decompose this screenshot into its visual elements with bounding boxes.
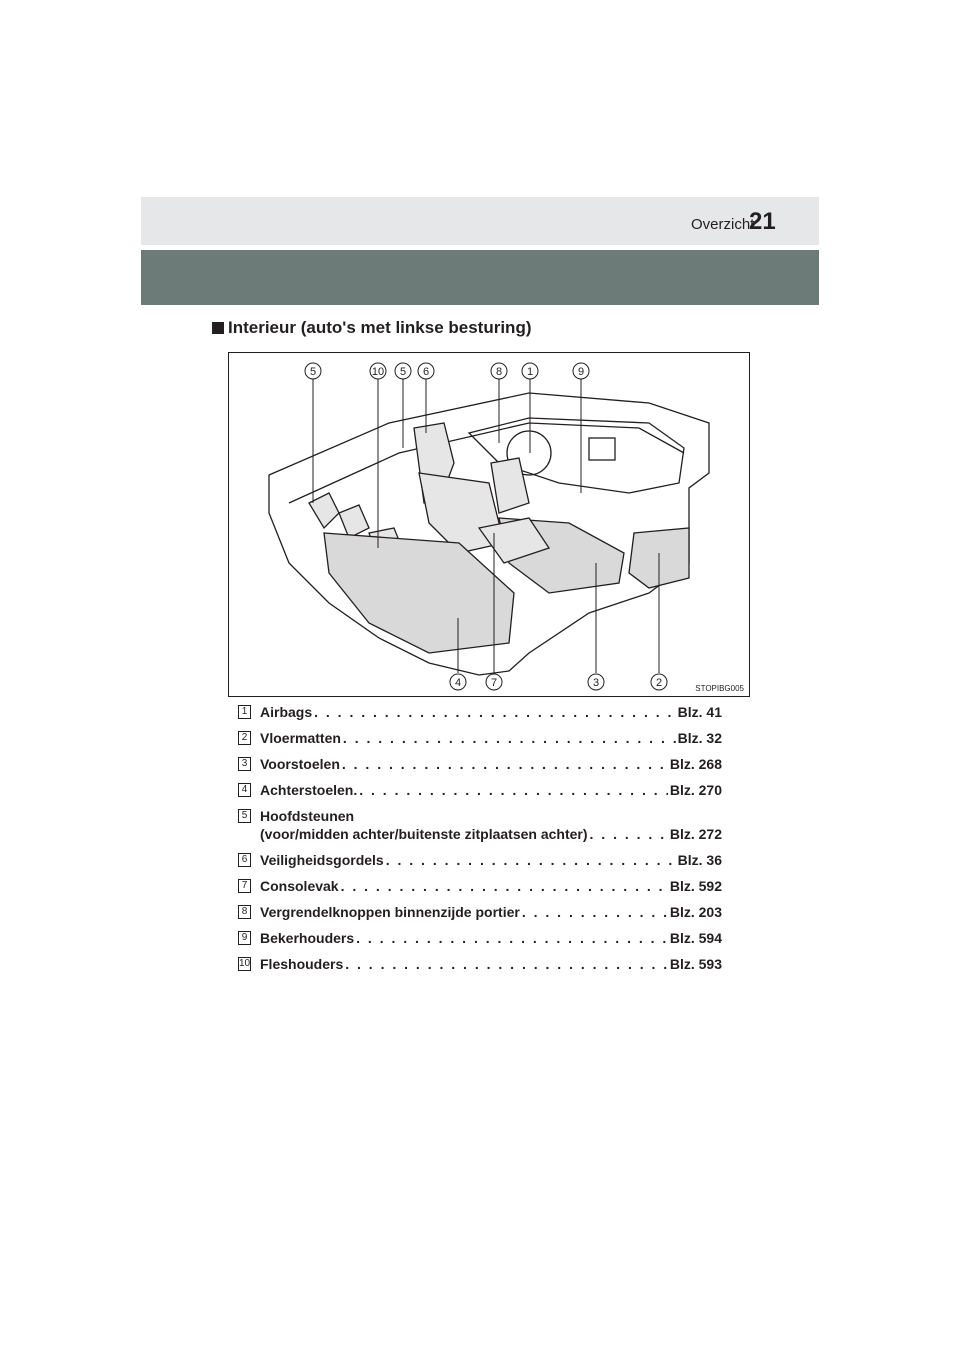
item-page-ref[interactable]: Blz. 32	[677, 730, 722, 746]
page-number: 21	[749, 208, 776, 235]
item-label: Consolevak	[260, 878, 339, 894]
leader-dots	[314, 704, 676, 720]
leader-dots	[342, 756, 668, 772]
item-number: 8	[238, 905, 251, 919]
item-page-ref[interactable]: Blz. 593	[669, 956, 722, 972]
item-page-ref[interactable]: Blz. 592	[669, 878, 722, 894]
item-page-ref[interactable]: Blz. 203	[669, 904, 722, 920]
item-number: 1	[238, 705, 251, 719]
item-label: Hoofdsteunen	[260, 808, 355, 824]
figure-code: STOPIBG005	[695, 684, 744, 693]
item-number: 7	[238, 879, 251, 893]
leader-dots	[356, 930, 668, 946]
leader-dots	[590, 826, 668, 842]
callout-top-7: 9	[577, 366, 585, 378]
item-label: Voorstoelen	[260, 756, 340, 772]
callout-bottom-4: 2	[655, 677, 663, 689]
leader-dots	[522, 904, 668, 920]
heading-marker	[212, 322, 224, 334]
item-page-ref[interactable]: Blz. 594	[669, 930, 722, 946]
callout-top-1: 5	[309, 366, 317, 378]
section-title: Overzicht	[691, 216, 755, 233]
callout-top-2: 10	[371, 366, 385, 378]
callout-bottom-2: 7	[490, 677, 498, 689]
interior-illustration	[228, 352, 750, 697]
leader-dots	[386, 852, 676, 868]
item-label: Vergrendelknoppen binnenzijde portier	[260, 904, 520, 920]
item-label: Fleshouders	[260, 956, 344, 972]
item-number: 4	[238, 783, 251, 797]
item-label: Veiligheidsgordels	[260, 852, 384, 868]
item-label: Airbags	[260, 704, 313, 720]
item-label: Bekerhouders	[260, 930, 355, 946]
callout-bottom-1: 4	[454, 677, 462, 689]
item-number: 10	[239, 958, 251, 969]
leader-dots	[341, 878, 668, 894]
item-number: 3	[238, 757, 251, 771]
heading-text: Interieur (auto's met linkse besturing)	[228, 318, 532, 337]
item-page-ref[interactable]: Blz. 272	[669, 826, 722, 842]
callout-top-4: 6	[422, 366, 430, 378]
item-label: Vloermatten	[260, 730, 341, 746]
item-page-ref[interactable]: Blz. 270	[669, 782, 722, 798]
leader-dots	[345, 956, 668, 972]
leader-dots	[343, 730, 676, 746]
leader-dots	[359, 782, 668, 798]
item-label-detail: (voor/midden achter/buitenste zitplaatsen achter)	[260, 826, 588, 842]
callout-top-3: 5	[399, 366, 407, 378]
callout-top-6: 1	[526, 366, 534, 378]
header-band	[141, 250, 819, 305]
item-label: Achterstoelen.	[260, 782, 358, 798]
item-number: 9	[238, 931, 251, 945]
item-number: 5	[238, 809, 251, 823]
item-page-ref[interactable]: Blz. 41	[677, 704, 722, 720]
item-number: 2	[238, 731, 251, 745]
item-page-ref[interactable]: Blz. 36	[677, 852, 722, 868]
item-number: 6	[238, 853, 251, 867]
car-interior-drawing	[229, 353, 749, 696]
item-page-ref[interactable]: Blz. 268	[669, 756, 722, 772]
callout-bottom-3: 3	[592, 677, 600, 689]
callout-top-5: 8	[495, 366, 503, 378]
section-heading	[212, 318, 532, 338]
